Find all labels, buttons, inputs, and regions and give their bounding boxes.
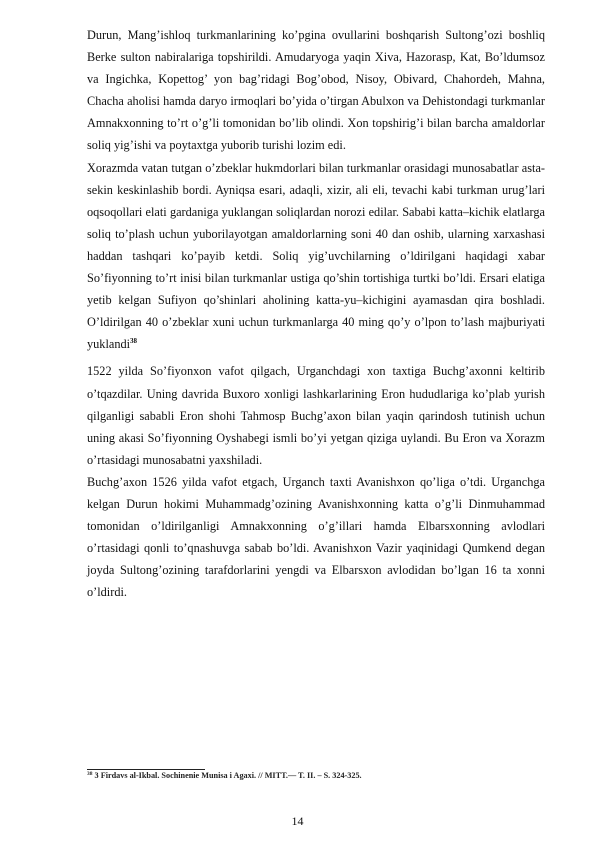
page-number: 14 <box>291 814 304 828</box>
footnote-number: 38 <box>87 771 93 777</box>
paragraph-2 <box>87 157 545 356</box>
paragraph-1 <box>87 24 545 157</box>
paragraph-4 <box>87 471 545 604</box>
page-body <box>87 24 545 603</box>
paragraph-1-text: Durun, Mang’ishloq turkmanlarining ko’pgina ovullarini boshqarish Sultong’ozi boshliq Berke sulton nabiralariga topshirildi. Amudaryoga yaqin Xiva, Hazorasp, Kat, Bo’ldumsoz va Ingichka, Kopettog’ yon bag’ridagi Bog’obod, Nisoy, Obivard, Chahordeh, Mahna, Chacha aholisi hamda daryo irmoqlari bo’yida o’tirgan Abulxon va Dehistondagi turkmanlar Amnakxonning to’rt o’g’li tomonidan bo’lib olindi. Xon topshirig’i bilan barcha amaldorlar soliq yig’ishi va poytaxtga yuborib turishi lozim edi. <box>87 28 545 153</box>
paragraph-4-text: Buchg’axon 1526 yilda vafot etgach, Urganch taxti Avanishxon qo’liga o’tdi. Urganchga kelgan Durun hokimi Muhammadg’ozining Avanishxonning katta o’g’li Dinmuhammad tomonidan o’ldirilganligi Amnakxonning o’g’illari hamda Elbarsxonning avlodlari o’rtasidagi qonli to’qnashuvga sabab bo’ldi. Avanishxon Vazir yaqinidagi Qumkend degan joyda Sultong’ozining tarafdorlarini yengdi va Elbarsxon avlodidan bo’lgan 16 ta xonni o’ldirdi. <box>87 474 545 600</box>
paragraph-3-text: 1522 yilda So’fiyonxon vafot qilgach, Urganchdagi xon taxtiga Buchg’axonni keltirib o’tqazdilar. Uning davrida Buxoro xonligi lashkarlarining Eron hududlariga ko’plab yurish qilganligi sababli Eron shohi Tahmosp Buchg’axon bilan yaqin qarindosh tutinish uchun uning akasi So’fiyonning Oyshabegi ismli bo’yi yetgan qiziga uylandi. Bu Eron va Xorazm o’rtasidagi munosabatni yaxshiladi. <box>87 364 545 467</box>
paragraph-3 <box>87 360 545 470</box>
footnote-text: 3 Firdavs al-Ikbal. Sochinenie Munisa i Agaxi. // MITT.— T. II. – S. 324-325. <box>94 771 362 780</box>
footnote-divider <box>87 769 205 770</box>
footnote <box>87 771 545 781</box>
paragraph-2-text: Xorazmda vatan tutgan o’zbeklar hukmdorlari bilan turkmanlar orasidagi munosabatlar asta-sekin keskinlashib bordi. Ayniqsa esari, adaqli, xizir, ali eli, tevachi kabi turkman urug’lari oqsoqollari elati gardaniga yuklangan soliqlardan norozi edilar. Sababi katta–kichik elatlarga soliq to’plash uchun yuborilayotgan amaldorlarning soni 40 dan oshib, ularning xarxashasi haddan tashqari ko’payib ketdi. Soliq yig’uvchilarning o’ldirilgani haqidagi xabar So’fiyonning to’rt inisi bilan turkmanlar ustiga qo’shin tortishiga turtki bo’ldi. Ersari elatiga yetib kelgan Sufiyon qo’shinlari aholining katta-yu–kichigini ayamasdan qira boshladi. O’ldirilgan 40 o’zbeklar xuni uchun turkmanlarga 40 ming qo’y o’lpon to’lash majburiyati yuklandi <box>87 160 545 352</box>
footnote-reference[interactable]: 38 <box>130 337 138 346</box>
